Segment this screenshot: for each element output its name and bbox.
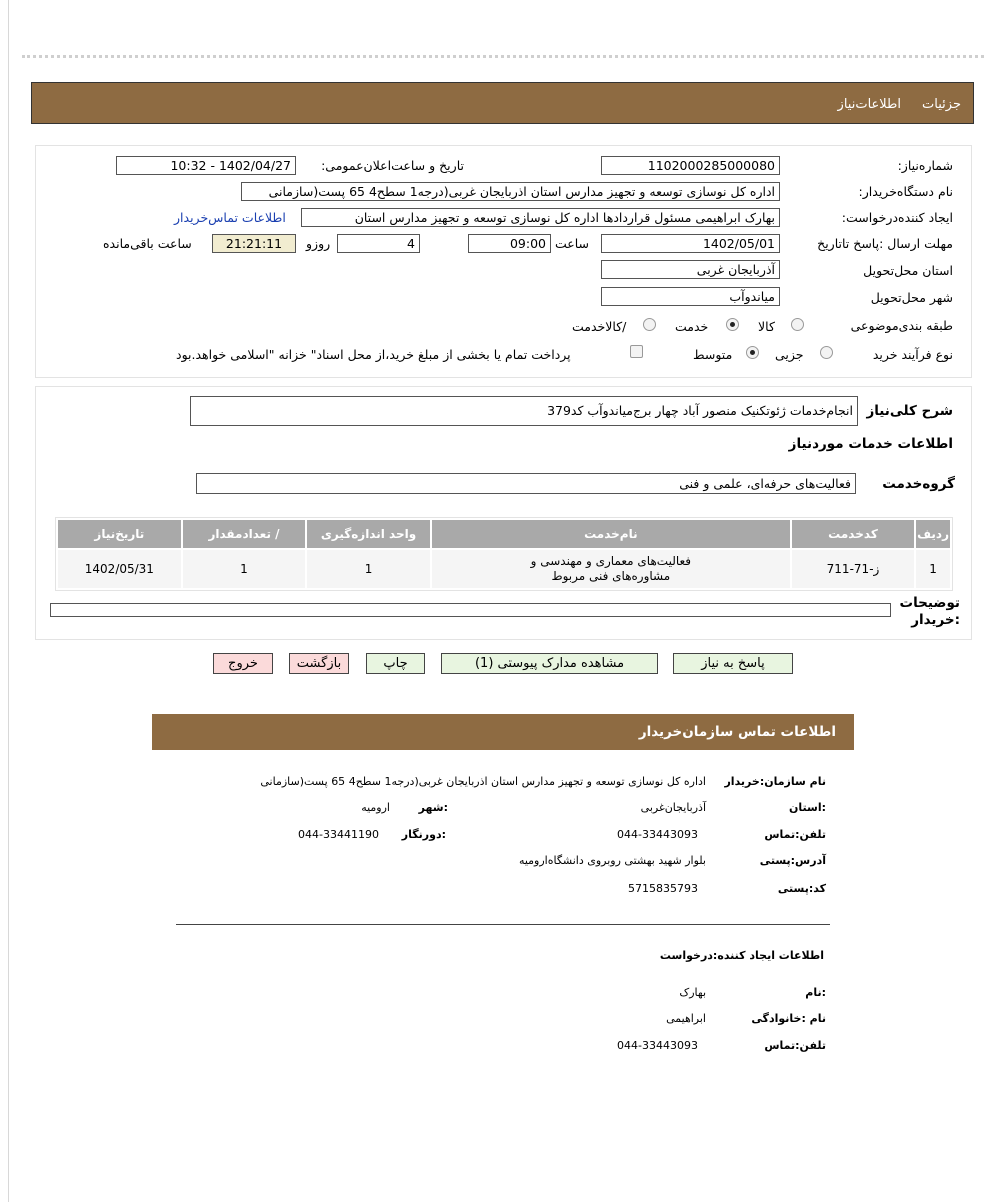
summary-label: شرح کلی‌نیاز — [866, 403, 953, 419]
need-number-field: 1102000285000080 — [601, 156, 780, 175]
contact-org-label: نام سازمان:خریدار — [724, 775, 826, 788]
services-heading: اطلاعات خدمات موردنیاز — [788, 436, 953, 452]
contact-province-value: آذربایجان‌غربی — [640, 801, 706, 814]
announce-label: تاریخ و ساعت‌اعلان‌عمومی: — [321, 158, 464, 173]
summary-field: انجام‌خدمات ژئوتکنیک منصور آباد چهار برج‌میاندوآب کد379 — [190, 396, 858, 426]
contact-title: اطلاعات تماس سازمان‌خریدار — [638, 724, 836, 740]
buyer-contact-link[interactable]: اطلاعات تماس‌خریدار — [174, 210, 286, 225]
remaining-time-field: 21:21:11 — [212, 234, 296, 253]
contact-fax-value: 044-33441190 — [298, 828, 379, 841]
radio-minor-label: جزیی — [775, 347, 804, 362]
remaining-label: ساعت باقی‌مانده — [103, 236, 192, 251]
city-field: میاندوآب — [601, 287, 780, 306]
radio-goods-label: کالا — [758, 319, 775, 334]
buyer-org-label: نام دستگاه‌خریدار: — [858, 184, 953, 199]
contact-org-value: اداره کل نوسازی توسعه و تجهیز مدارس استان اذربایجان غربی(درجه1 سطح4 65 پست(سازمانی — [260, 775, 706, 788]
services-table — [55, 517, 953, 591]
process-label: نوع فرآیند خرید — [872, 347, 953, 362]
buyer-org-field: اداره کل نوسازی توسعه و تجهیز مدارس استان اذربایجان غربی(درجه1 سطح4 65 پست(سازمانی — [241, 182, 780, 201]
creator-label: ایجاد کننده‌درخواست: — [841, 210, 953, 225]
contact-phone-label: تلفن:تماس — [764, 828, 826, 841]
deadline-label: مهلت ارسال :پاسخ تا‌تاریخ — [817, 236, 953, 251]
treasury-payment-checkbox[interactable] — [630, 345, 643, 358]
cell-unit: 1 — [307, 550, 430, 588]
creator-name-label: :نام — [805, 986, 826, 999]
th-code: کدخدمت — [792, 520, 914, 548]
contact-title-bar — [152, 714, 854, 750]
table-header-row — [58, 520, 950, 548]
creator-phone-value: 044-33443093 — [617, 1039, 698, 1052]
radio-medium-label: متوسط — [693, 347, 733, 362]
need-info-panel — [35, 145, 972, 378]
creator-family-value: ابراهیمی — [666, 1012, 706, 1025]
cell-name: فعالیت‌های معماری و مهندسی و مشاوره‌های فنی مربوط — [432, 550, 790, 588]
cell-quantity: 1 — [183, 550, 306, 588]
buyer-notes-field — [50, 603, 891, 617]
treasury-payment-note: پرداخت تمام یا بخشی از مبلغ خرید،از محل اسناد" خزانه "اسلامی خواهد.بود — [176, 347, 571, 362]
group-label: گروه‌خدمت — [882, 476, 955, 492]
exit-button[interactable]: خروج — [213, 653, 273, 674]
radio-goods-service[interactable] — [643, 318, 656, 331]
cell-code: ز-71-711 — [792, 550, 914, 588]
deadline-date-field: 1402/05/01 — [601, 234, 780, 253]
top-tab-bar — [31, 82, 974, 124]
creator-family-label: نام :خانوادگی — [751, 1012, 826, 1025]
contact-address-value: بلوار شهید بهشتی روبروی دانشگاه‌ارومیه — [518, 854, 706, 867]
province-label: استان محل‌تحویل — [863, 263, 953, 278]
radio-service-label: خدمت — [675, 319, 709, 334]
announce-field: 1402/04/27 - 10:32 — [116, 156, 296, 175]
city-label: شهر محل‌تحویل — [870, 290, 953, 305]
need-number-label: شماره‌نیاز: — [897, 158, 953, 173]
buyer-notes-label: توضیحات :خریدار — [899, 595, 960, 628]
page-left-border — [8, 0, 9, 1202]
radio-service[interactable] — [726, 318, 739, 331]
tab-need-info[interactable]: اطلاعات‌نیاز — [837, 97, 901, 112]
tab-details[interactable]: جزئیات — [922, 97, 961, 112]
th-unit: واحد اندازه‌گیری — [307, 520, 430, 548]
creator-info-heading: اطلاعات ایجاد کننده:درخواست — [659, 949, 824, 962]
back-button[interactable]: بازگشت — [289, 653, 349, 674]
creator-name-value: بهارک — [679, 986, 706, 999]
top-divider — [22, 55, 984, 58]
category-label: طبقه بندی‌موضوعی — [850, 318, 953, 333]
attachments-button[interactable]: مشاهده مدارک پیوستی (1) — [441, 653, 658, 674]
creator-field: بهارک ابراهیمی مسئول قراردادها اداره کل نوسازی توسعه و تجهیز مدارس استان — [301, 208, 780, 227]
cell-date: 1402/05/31 — [58, 550, 181, 588]
hour-label: ساعت — [555, 236, 590, 251]
days-field: 4 — [337, 234, 420, 253]
print-button[interactable]: چاپ — [366, 653, 425, 674]
th-date: تاریخ‌نیاز — [58, 520, 181, 548]
radio-medium[interactable] — [746, 346, 759, 359]
deadline-time-field: 09:00 — [468, 234, 551, 253]
days-label: روزو — [306, 236, 331, 251]
contact-address-label: آدرس:پستی — [759, 854, 826, 867]
radio-goods[interactable] — [791, 318, 804, 331]
contact-province-label: :استان — [789, 801, 826, 814]
th-name: نام‌خدمت — [432, 520, 790, 548]
group-field: فعالیت‌های حرفه‌ای، علمی و فنی — [196, 473, 856, 494]
contact-city-label: :شهر — [418, 801, 448, 814]
contact-postal-label: کد:پستی — [777, 882, 826, 895]
radio-minor[interactable] — [820, 346, 833, 359]
th-row: ردیف — [916, 520, 950, 548]
contact-divider — [176, 924, 830, 925]
cell-row: 1 — [916, 550, 950, 588]
creator-phone-label: تلفن:تماس — [764, 1039, 826, 1052]
province-field: آذربایجان غربی — [601, 260, 780, 279]
radio-goods-service-label: /کالاخدمت — [572, 319, 627, 334]
contact-city-value: ارومیه — [361, 801, 390, 814]
contact-fax-label: :دورنگار — [401, 828, 446, 841]
reply-button[interactable]: پاسخ به نیاز — [673, 653, 793, 674]
table-row — [58, 550, 950, 588]
contact-postal-value: 5715835793 — [628, 882, 698, 895]
th-quantity: / تعدادمقدار — [183, 520, 306, 548]
contact-phone-value: 044-33443093 — [617, 828, 698, 841]
